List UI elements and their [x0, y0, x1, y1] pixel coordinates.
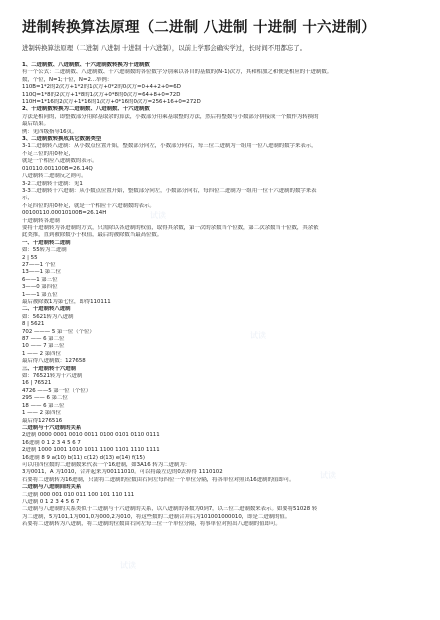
document-title: 进制转换算法原理（二进制 八进制 十进制 十六进制） [22, 20, 376, 36]
text-line: 要将十进制转为各进制的方式，只需除以各进制的权值，取得其余数，第一次的余数当个位数，第二次余数当十位数，其余依 [22, 224, 319, 231]
text-line: 最后得八进制数：127658 [22, 358, 86, 365]
text-line: 110H=1*16的2次方+1*16的1次方+0*16的0次方=256+16+0=272D [22, 99, 201, 106]
text-line: 16进制 0 1 2 3 4 5 6 7 [22, 439, 81, 446]
text-line: 可以用四位数的二进制数来代表一个16进制，如3A16 转为二进制为： [22, 461, 191, 468]
section-heading: 2、十进制数转换为二进制数、八进制数、十六进制数 [22, 106, 150, 113]
text-line: 若要将二进制转为八进制，将二进制的位数由右向左每三位一个单位分隔，将事单位对照出八进制的值即可。 [22, 521, 281, 528]
text-line: 110Q=1*8的2次方+1*8的1次方+0*8的0次方=64+8+0=72D [22, 91, 181, 98]
text-line: 如：55转为二进制 [22, 247, 67, 254]
text-line: 3——0 第四位 [22, 284, 58, 291]
text-line: 702 ——— 5 第一位（个位） [22, 328, 95, 335]
text-line: 16进制 8 9 a(10) b(11) c(12) d(13) e(14) f(15) [22, 454, 145, 461]
text-line: 最后结果。 [22, 121, 49, 128]
section-heading: 3、二进制数转换成其它数据类型 [22, 136, 102, 143]
text-line: 右要将二进制转为16进制，只需将二进制的位数由右向左每四位一个单位分隔，将各单位对照出16进制的值即可。 [22, 476, 295, 483]
watermark: 试读 [320, 471, 336, 480]
text-line: 3-2二进制转十进制：见1 [22, 180, 83, 187]
text-line: 最后被除数1为第七位，即得110111 [22, 299, 111, 305]
text-line: 如：5621转为八进制 [22, 313, 74, 320]
text-line: 87 —— 6 第二位 [22, 336, 65, 343]
text-line: 13——1 第二位 [22, 269, 61, 276]
text-line: 3-3二进制转十六进制：从小数点位置开始，整数部分向左，小数部分向右，每四位二进制为一组用一位十六进制的数字来表 [22, 187, 317, 194]
text-line: 十进制转各进制 [22, 217, 60, 224]
text-line: 此类推，直到被除数小于权值，最后的被除数当最高位数。 [22, 232, 163, 239]
text-line: 2进制 1000 1001 1010 1011 1100 1101 1110 1111 [22, 447, 160, 454]
text-line: 1——1 第五位 [22, 291, 58, 298]
text-line: 不足四位的用0补足，就是一个相应十六进制数的表示。 [22, 202, 155, 209]
watermark: 试读 [250, 331, 266, 340]
text-line: 就是一个相应八进制数的表示。 [22, 158, 98, 165]
watermark: 试读 [150, 211, 166, 220]
text-line: 如：76521转为十六进制 [22, 373, 83, 380]
text-line: 不足三位的用0补足， [22, 150, 74, 157]
intro-paragraph: 进制转换算法原理（二进制 八进制 十进制 十六进制），以前上学那会确实学过，长时间不用都忘了。 [22, 44, 307, 52]
text-line: 3-1二进制转八进制：从小数点位置开始，整数部分向左，小数部分向右，每三位二进制为一组用一位八进制的数字来表示， [22, 143, 317, 150]
text-line: 1 —— 2 第四位 [22, 410, 61, 417]
document-body [22, 44, 422, 529]
text-line: 27——1 个位 [22, 261, 56, 268]
text-line: 110B=1*2的2次方+1*2的1次方+0*2的0次方=0+4+2+0=6D [22, 84, 181, 91]
text-line: 2 | 55 [22, 254, 38, 261]
section-heading: 二进制与八进制间的关系 [22, 484, 82, 491]
text-line: 8 | 5621 [22, 321, 45, 328]
text-line: 八进制转二进制反之则可。 [22, 173, 87, 180]
text-line: 3为0011，A 为1010，合并起来为00111010。可以将最左边的0去掉得 1110102 [22, 469, 223, 476]
text-line: 1 —— 2 第四位 [22, 350, 61, 357]
text-line: 二进制 000 001 010 011 100 101 110 111 [22, 491, 135, 498]
text-line: 数，个位，N=1;十位，N=2...举例： [22, 76, 113, 83]
text-line: 八进制 0 1 2 3 4 5 6 7 [22, 498, 80, 505]
text-line: 例：见四级指导16页。 [22, 128, 78, 135]
text-line: 最后得1276516 [22, 417, 63, 424]
text-line: 为二进制，5为101,1为001,0为000,2为010，将这些数的二进制合并后为101001000010，即是二进制的值。 [22, 513, 291, 520]
text-line: 295 —— 6 第二位 [22, 395, 68, 402]
section-heading: 一、十进制转二进制 [22, 239, 71, 246]
text-line: 二进制与八进制的关系类似于二进制与十六进制的关系，以八进制的各数为0到7，以三位二进制数来表示。如要将51028 转 [22, 506, 318, 513]
text-line: 方法是相同的，即整数部分用除基取余的算法，小数部分用乘基取整的方法，然后将整数与小数部分拼接成一个数作为转换的 [22, 113, 319, 120]
section-heading: 1、二进制数、八进制数、十六进制数转换为十进制数 [22, 62, 150, 68]
text-line: 示， [22, 195, 33, 202]
text-line: 00100110.00010100B=26.14H [22, 210, 107, 217]
watermark: 试读 [120, 561, 136, 570]
section-heading: 三、十进制转十六进制 [22, 365, 76, 372]
section-heading: 二进制与十六进制的关系 [22, 424, 82, 431]
text-line: 有一个公式：二进制数、八进制数、十六进制数的各位数字分别乘以各自的基数的(N-1)次方，其和相加之和便是相应的十进制数。 [22, 69, 333, 76]
text-line: 10 —— 7 第三位 [22, 343, 65, 350]
text-line: 16 | 76521 [22, 380, 52, 387]
text-line: 18 —— 6 第三位 [22, 402, 65, 409]
text-line: 6——1 第三位 [22, 276, 58, 283]
section-heading: 二、十进制转八进制 [22, 306, 71, 313]
text-line: 2进制 0000 0001 0010 0011 0100 0101 0110 0111 [22, 432, 160, 439]
text-line: 010110.001100B=26.14Q [22, 165, 93, 172]
text-line: 4726 ——5 第一位（个位） [22, 387, 92, 394]
